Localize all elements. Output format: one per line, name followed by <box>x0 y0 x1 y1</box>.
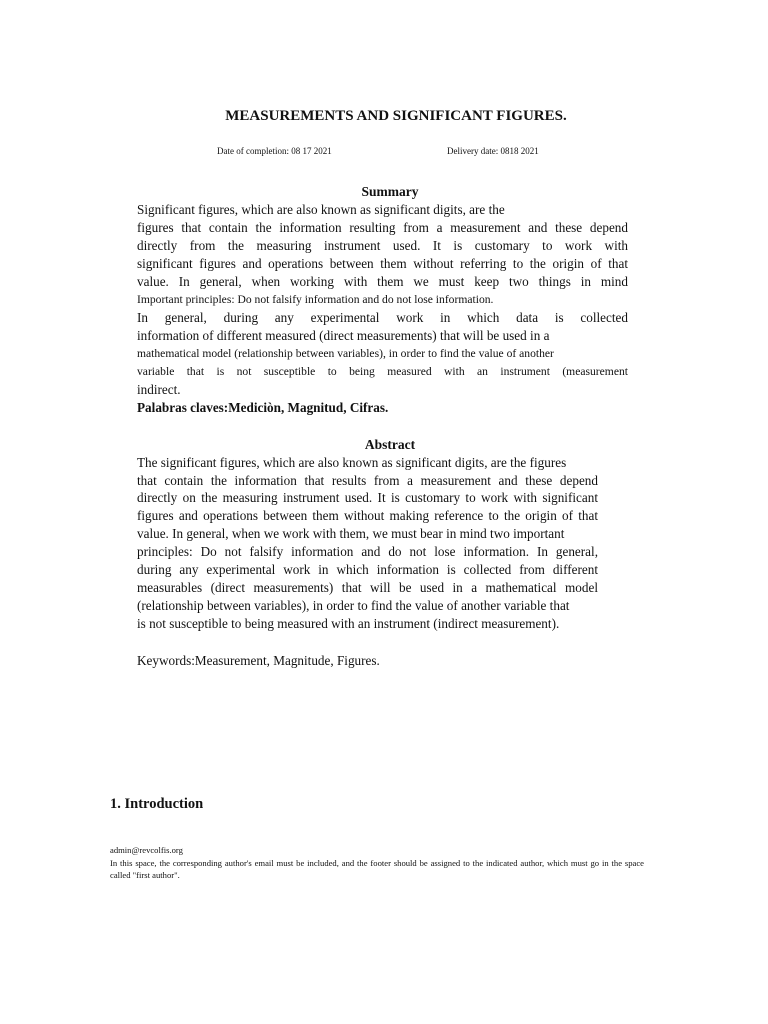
summary-line: variable that is not susceptible to being measured with an instrument (measurement <box>137 365 628 378</box>
summary-line: Significant figures, which are also known as significant digits, are the <box>137 202 505 217</box>
abstract-line: during any experimental work in which information is collected from different <box>137 562 598 577</box>
paper-title: MEASUREMENTS AND SIGNIFICANT FIGURES. <box>225 108 567 124</box>
abstract-line: principles: Do not falsify information and do not lose information. In general, <box>137 544 598 559</box>
abstract-heading: Abstract <box>364 437 416 452</box>
abstract-line: measurables (direct measurements) that will be used in a mathematical model <box>137 580 598 595</box>
date-of-completion: Date of completion: 08 17 2021 <box>217 146 332 156</box>
summary-line: mathematical model (relationship between variables), in order to find the value of another <box>137 347 554 360</box>
summary-line: figures that contain the information resulting from a measurement and these depend <box>137 220 628 235</box>
footnote-text: In this space, the corresponding author's email must be included, and the footer should be assigned to the indicated author, which must go in the space called "first author". <box>110 858 644 880</box>
summary-line: directly from the measuring instrument used. It is customary to work with <box>137 238 628 253</box>
abstract-keywords: Keywords:Measurement, Magnitude, Figures. <box>137 653 380 668</box>
delivery-date: Delivery date: 0818 2021 <box>447 146 539 156</box>
introduction-heading: 1. Introduction <box>110 796 204 812</box>
summary-line: information of different measured (direct measurements) that will be used in a <box>137 328 550 343</box>
summary-keywords: Palabras claves:Mediciòn, Magnitud, Cifras. <box>137 400 389 415</box>
summary-line: value. In general, when working with them we must keep two things in mind <box>137 274 628 289</box>
abstract-line: value. In general, when we work with them, we must bear in mind two important <box>137 526 565 541</box>
summary-heading: Summary <box>361 184 419 199</box>
abstract-line: figures and operations between them without making reference to the origin of that <box>137 508 598 523</box>
abstract-line: is not susceptible to being measured with an instrument (indirect measurement). <box>137 616 560 631</box>
summary-line: In general, during any experimental work in which data is collected <box>137 310 628 325</box>
abstract-line: (relationship between variables), in order to find the value of another variable that <box>137 598 570 613</box>
summary-line: Important principles: Do not falsify information and do not lose information. <box>137 293 494 306</box>
summary-line: indirect. <box>137 382 181 397</box>
abstract-line: The significant figures, which are also known as significant digits, are the figures <box>137 455 567 470</box>
abstract-line: that contain the information that results from a measurement and these depend <box>137 473 598 488</box>
author-email: admin@revcolfis.org <box>110 845 183 855</box>
summary-line: significant figures and operations between them without referring to the origin of that <box>137 256 628 271</box>
abstract-line: directly on the measuring instrument used. It is customary to work with significant <box>137 490 598 505</box>
